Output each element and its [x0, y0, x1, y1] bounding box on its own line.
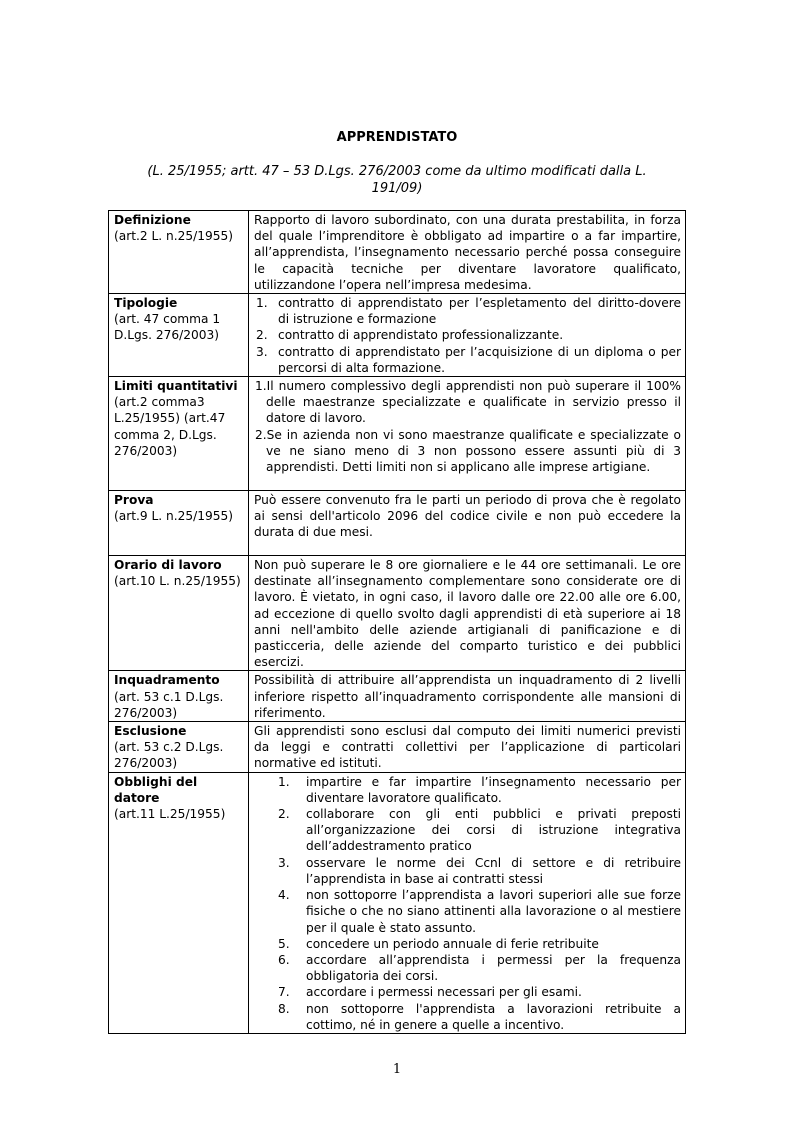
row-heading: Prova: [114, 493, 154, 508]
row-reference: (art.11 L.25/1955): [114, 807, 226, 822]
list-item: [254, 855, 681, 887]
list-item-number: 3.: [256, 344, 268, 359]
list-item: [254, 774, 681, 806]
list-item-number: 7.: [278, 985, 290, 1000]
row-text: Gli apprendisti sono esclusi dal computo dei limiti numerici previsti da leggi e contratti collettivi per l’applicazione di particolari normative ed istituti.: [249, 722, 686, 773]
list-item-text: accordare i permessi necessari per gli esami.: [306, 985, 582, 1000]
row-heading: Limiti quantitativi: [114, 379, 238, 394]
list-item-text: contratto di apprendistato per l’espletamento del diritto-dovere di istruzione e formazione: [278, 296, 681, 327]
apprendistato-table: [108, 210, 686, 1034]
list-item-number: 2.: [255, 427, 267, 442]
list-item-number: 3.: [278, 855, 290, 870]
row-content: [249, 377, 686, 491]
list-item: [254, 378, 681, 427]
list-item: [254, 295, 681, 327]
list-item: [254, 936, 681, 952]
row-label-cell: [109, 294, 249, 377]
numbered-list: [254, 378, 681, 475]
list-item: [254, 1001, 681, 1033]
row-text: Non può superare le 8 ore giornaliere e le 44 ore settimanali. Le ore destinate all’insegnamento complementare sono considerate ore di lavoro. È vietato, in ogni caso, il lavoro dalle ore 22.00 alle ore 6.00, ad eccezione di quello svolto dagli apprendisti di età superiore ai 18 anni nell'ambito delle aziende artigianali di panificazione e di pasticceria, delle aziende del comparto turistico e dei pubblici esercizi.: [249, 556, 686, 671]
row-reference: (art.9 L. n.25/1955): [114, 509, 234, 524]
row-label-cell: [109, 722, 249, 773]
list-item-number: 2.: [256, 328, 268, 343]
list-item-text: concedere un periodo annuale di ferie retribuite: [306, 936, 599, 951]
table-row: [109, 294, 686, 377]
row-reference: (art.2 comma3 L.25/1955) (art.47 comma 2, D.Lgs. 276/2003): [114, 395, 226, 458]
list-item-number: 8.: [278, 1001, 290, 1016]
table-row: [109, 772, 686, 1033]
row-label-cell: [109, 671, 249, 722]
list-item-text: accordare all’apprendista i permessi per la frequenza obbligatoria dei corsi.: [306, 952, 681, 984]
row-reference: (art. 47 comma 1 D.Lgs. 276/2003): [114, 312, 221, 343]
table-row: [109, 377, 686, 491]
row-content: [249, 294, 686, 377]
table-row: [109, 211, 686, 294]
list-item-number: 4.: [278, 888, 290, 903]
list-item: [254, 887, 681, 936]
list-item: [254, 327, 681, 343]
list-item-text: Il numero complessivo degli apprendisti non può superare il 100% delle maestranze specializzate e qualificate in servizio presso il datore di lavoro.: [266, 379, 681, 426]
row-label-cell: [109, 211, 249, 294]
list-item-number: 2.: [278, 807, 290, 822]
list-item-text: osservare le norme dei Ccnl di settore e di retribuire l’apprendista in base ai contratti stessi: [306, 855, 681, 886]
list-item-number: 1.: [255, 379, 267, 394]
numbered-list: [254, 295, 681, 376]
list-item-text: collaborare con gli enti pubblici e privati preposti all’organizzazione dei corsi di istruzione integrativa dell’addestramento pratico: [306, 807, 681, 854]
row-heading: Tipologie: [114, 296, 178, 311]
list-item-number: 6.: [278, 952, 290, 967]
row-content: [249, 772, 686, 1033]
row-heading: Obblighi del datore: [114, 774, 198, 805]
document-title: APPRENDISTATO: [336, 130, 458, 145]
list-item: [254, 344, 681, 376]
list-item-text: non sottoporre l’apprendista a lavori superiori alle sue forze fisiche o che no siano attinenti alla lavorazione o al mestiere per il quale è stato assunto.: [306, 888, 681, 935]
row-text: Rapporto di lavoro subordinato, con una durata prestabilita, in forza del quale l’imprenditore è obbligato ad impartire o a far impartire, all’apprendista, l’insegnamento necessario perché possa conseguire le capacità tecniche per diventare lavoratore qualificato, utilizzandone l’opera nell’impresa medesima.: [249, 211, 686, 294]
row-text: Può essere convenuto fra le parti un periodo di prova che è regolato ai sensi dell'articolo 2096 del codice civile e non può eccedere la durata di due mesi.: [249, 491, 686, 556]
document-subtitle: (L. 25/1955; artt. 47 – 53 D.Lgs. 276/2003 come da ultimo modificati dalla L. 191/09): [147, 164, 647, 196]
table-row: [109, 671, 686, 722]
row-label-cell: [109, 491, 249, 556]
list-item: [254, 806, 681, 855]
row-reference: (art. 53 c.2 D.Lgs. 276/2003): [114, 740, 224, 771]
table-row: [109, 722, 686, 773]
list-item: [254, 984, 681, 1000]
list-item-text: impartire e far impartire l’insegnamento necessario per diventare lavoratore qualificato.: [306, 774, 681, 805]
row-heading: Inquadramento: [114, 673, 220, 688]
list-item: [254, 427, 681, 476]
page-number: 1: [392, 1062, 402, 1077]
list-item-text: contratto di apprendistato per l’acquisizione di un diploma o per percorsi di alta formazione.: [278, 344, 681, 375]
row-reference: (art.10 L. n.25/1955): [114, 574, 241, 589]
table-row: [109, 491, 686, 556]
list-item-number: 1.: [278, 774, 290, 789]
numbered-list: [254, 774, 681, 1033]
row-heading: Esclusione: [114, 724, 187, 739]
list-item-text: non sottoporre l'apprendista a lavorazioni retribuite a cottimo, né in genere a quelle a incentivo.: [306, 1001, 681, 1032]
row-label-cell: [109, 556, 249, 671]
row-label-cell: [109, 377, 249, 491]
row-label-cell: [109, 772, 249, 1033]
row-heading: Definizione: [114, 213, 191, 227]
row-reference: (art.2 L. n.25/1955): [114, 229, 234, 244]
row-heading: Orario di lavoro: [114, 558, 222, 573]
list-item: [254, 952, 681, 984]
list-item-text: Se in azienda non vi sono maestranze qualificate e specializzate o ve ne siano meno di 3 non possono essere assunti più di 3 apprendisti. Detti limiti non si applicano alle imprese artigiane.: [266, 427, 681, 475]
list-item-number: 5.: [278, 936, 290, 951]
list-item-number: 1.: [256, 296, 268, 311]
row-reference: (art. 53 c.1 D.Lgs. 276/2003): [114, 689, 224, 720]
row-text: Possibilità di attribuire all’apprendista un inquadramento di 2 livelli inferiore rispetto all’inquadramento corrispondente alle mansioni di riferimento.: [249, 671, 686, 722]
list-item-text: contratto di apprendistato professionalizzante.: [278, 328, 564, 343]
table-row: [109, 556, 686, 671]
